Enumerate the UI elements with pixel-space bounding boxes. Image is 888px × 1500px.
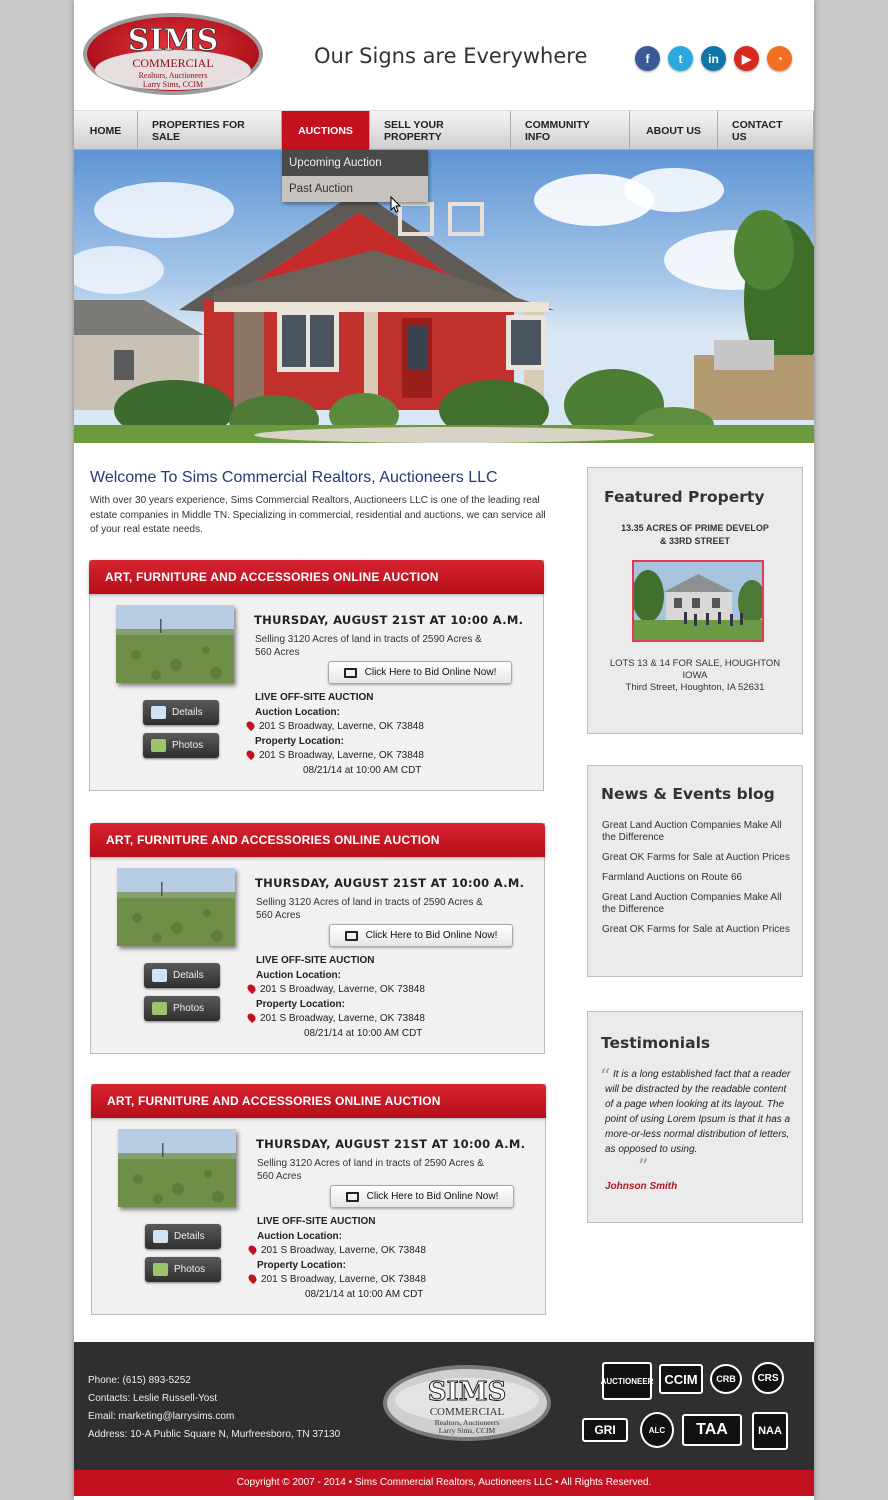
affiliation-badge-crs[interactable]: CRS: [752, 1362, 784, 1394]
auction-datetime: 08/21/14 at 10:00 AM CDT: [303, 764, 422, 776]
news-panel: [587, 765, 803, 977]
news-list: [602, 820, 792, 944]
map-pin-icon: [245, 720, 256, 731]
affiliation-badge-naa[interactable]: NAA: [752, 1412, 788, 1450]
main-nav: [74, 110, 814, 150]
map-pin-icon: [247, 1273, 258, 1284]
auction-location: 201 S Broadway, Laverne, OK 73848: [259, 721, 424, 732]
footer-contact-info: [88, 1372, 340, 1444]
svg-text:Realtors, Auctioneers: Realtors, Auctioneers: [434, 1418, 500, 1427]
auction-selling-text: Selling 3120 Acres of land in tracts of 2590 Acres & 560 Acres: [256, 897, 483, 921]
header: [74, 0, 814, 110]
auction-location: 201 S Broadway, Laverne, OK 73848: [260, 984, 425, 995]
bid-online-button[interactable]: Click Here to Bid Online Now!: [330, 1185, 514, 1208]
auction-title[interactable]: ART, FURNITURE AND ACCESSORIES ONLINE AUCTION: [89, 560, 544, 594]
details-button[interactable]: Details: [145, 1224, 221, 1249]
news-heading: News & Events blog: [601, 785, 775, 803]
svg-text:Larry Sims, CCIM: Larry Sims, CCIM: [438, 1426, 496, 1435]
testimonial-quote: It is a long established fact that a reader will be distracted by the readable content of a page when looking at its layout. The point of using Lorem Ipsum is that it has a more-or-less normal distribution of letters, as opposed to using.: [605, 1069, 791, 1155]
monitor-icon: [344, 668, 357, 678]
affiliation-badge-alc[interactable]: ALC: [640, 1412, 674, 1448]
photos-button[interactable]: Photos: [144, 996, 220, 1021]
bid-online-button[interactable]: Click Here to Bid Online Now!: [329, 924, 513, 947]
news-item[interactable]: Great OK Farms for Sale at Auction Prices: [602, 924, 790, 935]
affiliation-badge-ccim[interactable]: CCIM: [659, 1364, 703, 1394]
auction-selling-text: Selling 3120 Acres of land in tracts of 2590 Acres & 560 Acres: [255, 634, 482, 658]
auction-location: 201 S Broadway, Laverne, OK 73848: [261, 1245, 426, 1256]
welcome-title: Welcome To Sims Commercial Realtors, Auctioneers LLC: [90, 469, 498, 486]
nav-item-contact-us[interactable]: CONTACT US: [718, 111, 814, 150]
youtube-icon[interactable]: ▶: [734, 46, 759, 71]
dropdown-item-past-auction[interactable]: Past Auction: [282, 176, 428, 202]
copyright: Copyright © 2007 - 2014 • Sims Commercial Realtors, Auctioneers LLC • All Rights Reserved.: [74, 1470, 814, 1496]
photos-button[interactable]: Photos: [143, 733, 219, 758]
svg-text:Larry Sims, CCIM: Larry Sims, CCIM: [142, 80, 204, 89]
map-pin-icon: [247, 1244, 258, 1255]
affiliation-badge-gri[interactable]: GRI: [582, 1418, 628, 1442]
house-photo: [74, 150, 814, 443]
featured-property-image[interactable]: [632, 560, 764, 642]
auction-date: THURSDAY, AUGUST 21ST AT 10:00 A.M.: [256, 1137, 526, 1151]
footer-address: Address: 10-A Public Square N, Murfreesboro, TN 37130: [88, 1429, 341, 1440]
svg-text:SIMS: SIMS: [127, 23, 219, 58]
hero-banner: [74, 150, 814, 443]
rss-icon[interactable]: ◔: [767, 46, 792, 71]
social-links: [635, 46, 792, 71]
auction-info: LIVE OFF-SITE AUCTION Auction Location: 201 S Broadway, Laverne, OK 73848 Property Location: 201 S Broadway, Laverne, OK 73848 08/21/14 at 10:00 AM CDT: [255, 691, 424, 778]
monitor-icon: [345, 931, 358, 941]
details-icon: [152, 969, 167, 982]
property-location: 201 S Broadway, Laverne, OK 73848: [259, 750, 424, 761]
auction-card: [90, 823, 545, 1054]
auction-card: [89, 560, 544, 791]
details-icon: [151, 706, 166, 719]
featured-heading: Featured Property: [604, 488, 765, 506]
svg-text:Realtors, Auctioneers: Realtors, Auctioneers: [138, 71, 208, 80]
news-item[interactable]: Great Land Auction Companies Make All the Difference: [602, 892, 782, 915]
nav-item-sell-your-property[interactable]: SELL YOUR PROPERTY: [370, 111, 511, 150]
footer-email[interactable]: Email: marketing@larrysims.com: [88, 1411, 235, 1422]
details-icon: [153, 1230, 168, 1243]
featured-property-panel: [587, 467, 803, 734]
auction-thumbnail[interactable]: [118, 1129, 236, 1207]
photos-icon: [153, 1263, 168, 1276]
footer-contacts: Contacts: Leslie Russell-Yost: [88, 1393, 218, 1404]
tagline: Our Signs are Everywhere: [314, 44, 588, 68]
svg-text:COMMERCIAL: COMMERCIAL: [429, 1406, 505, 1418]
news-item[interactable]: Great OK Farms for Sale at Auction Prices: [602, 852, 790, 863]
auction-thumbnail[interactable]: [117, 868, 235, 946]
testimonials-heading: Testimonials: [601, 1034, 711, 1052]
affiliation-badge-crb[interactable]: CRB: [710, 1364, 742, 1394]
dropdown-item-upcoming-auction[interactable]: Upcoming Auction: [289, 157, 382, 169]
auction-info: LIVE OFF-SITE AUCTION Auction Location: 201 S Broadway, Laverne, OK 73848 Property Location: 201 S Broadway, Laverne, OK 73848 08/21/14 at 10:00 AM CDT: [257, 1215, 426, 1302]
welcome-text: With over 30 years experience, Sims Commercial Realtors, Auctioneers LLC is one of the leading real estate companies in Middle TN. Specializing in commercial, residential and auctions, we can service all of your real estate needs.: [90, 495, 546, 535]
nav-item-home[interactable]: HOME: [74, 111, 138, 150]
photos-button[interactable]: Photos: [145, 1257, 221, 1282]
affiliation-badge-auctioneer[interactable]: AUCTIONEER: [602, 1362, 652, 1400]
photos-icon: [151, 739, 166, 752]
auction-date: THURSDAY, AUGUST 21ST AT 10:00 A.M.: [255, 876, 525, 890]
auction-info: LIVE OFF-SITE AUCTION Auction Location: 201 S Broadway, Laverne, OK 73848 Property Location: 201 S Broadway, Laverne, OK 73848 08/21/14 at 10:00 AM CDT: [256, 954, 425, 1041]
nav-item-properties-for-sale[interactable]: PROPERTIES FOR SALE: [138, 111, 282, 150]
footer: [74, 1342, 814, 1470]
footer-phone: Phone: (615) 893-5252: [88, 1375, 191, 1386]
testimonials-panel: [587, 1011, 803, 1223]
testimonial-author: Johnson Smith: [605, 1181, 678, 1192]
close-quote-icon: ”: [638, 1154, 649, 1178]
map-pin-icon: [246, 983, 257, 994]
details-button[interactable]: Details: [143, 700, 219, 725]
featured-property-description: LOTS 13 & 14 FOR SALE, HOUGHTON IOWA Third Street, Houghton, IA 52631: [609, 658, 781, 693]
mouse-cursor-icon: [390, 196, 402, 214]
auction-datetime: 08/21/14 at 10:00 AM CDT: [305, 1288, 424, 1300]
auction-title[interactable]: ART, FURNITURE AND ACCESSORIES ONLINE AUCTION: [91, 1084, 546, 1118]
map-pin-icon: [246, 1012, 257, 1023]
linkedin-icon[interactable]: in: [701, 46, 726, 71]
auction-selling-text: Selling 3120 Acres of land in tracts of 2590 Acres & 560 Acres: [257, 1158, 484, 1182]
page: [74, 0, 814, 1500]
footer-sims-logo[interactable]: [382, 1364, 552, 1442]
nav-item-about-us[interactable]: ABOUT US: [630, 111, 718, 150]
svg-text:SIMS: SIMS: [427, 1377, 507, 1407]
property-location: 201 S Broadway, Laverne, OK 73848: [261, 1274, 426, 1285]
auctions-dropdown: [282, 150, 428, 202]
svg-text:COMMERCIAL: COMMERCIAL: [132, 56, 214, 70]
details-button[interactable]: Details: [144, 963, 220, 988]
twitter-icon[interactable]: t: [668, 46, 693, 71]
auction-date: THURSDAY, AUGUST 21ST AT 10:00 A.M.: [254, 613, 524, 627]
photos-icon: [152, 1002, 167, 1015]
map-pin-icon: [245, 749, 256, 760]
open-quote-icon: “: [600, 1064, 611, 1088]
facebook-icon[interactable]: f: [635, 46, 660, 71]
auction-datetime: 08/21/14 at 10:00 AM CDT: [304, 1027, 423, 1039]
auction-title[interactable]: ART, FURNITURE AND ACCESSORIES ONLINE AUCTION: [90, 823, 545, 857]
nav-item-auctions[interactable]: AUCTIONS: [282, 111, 370, 150]
sims-logo[interactable]: [82, 12, 264, 96]
auction-thumbnail[interactable]: [116, 605, 234, 683]
bid-online-button[interactable]: Click Here to Bid Online Now!: [328, 661, 512, 684]
auction-card: [91, 1084, 546, 1315]
monitor-icon: [346, 1192, 359, 1202]
news-item[interactable]: Great Land Auction Companies Make All the Difference: [602, 820, 782, 843]
nav-item-community-info[interactable]: COMMUNITY INFO: [511, 111, 630, 150]
property-location: 201 S Broadway, Laverne, OK 73848: [260, 1013, 425, 1024]
affiliation-badge-taa[interactable]: TAA: [682, 1414, 742, 1446]
news-item[interactable]: Farmland Auctions on Route 66: [602, 872, 743, 883]
featured-property-name[interactable]: 13.35 ACRES OF PRIME DEVELOP & 33RD STREET: [621, 523, 769, 546]
